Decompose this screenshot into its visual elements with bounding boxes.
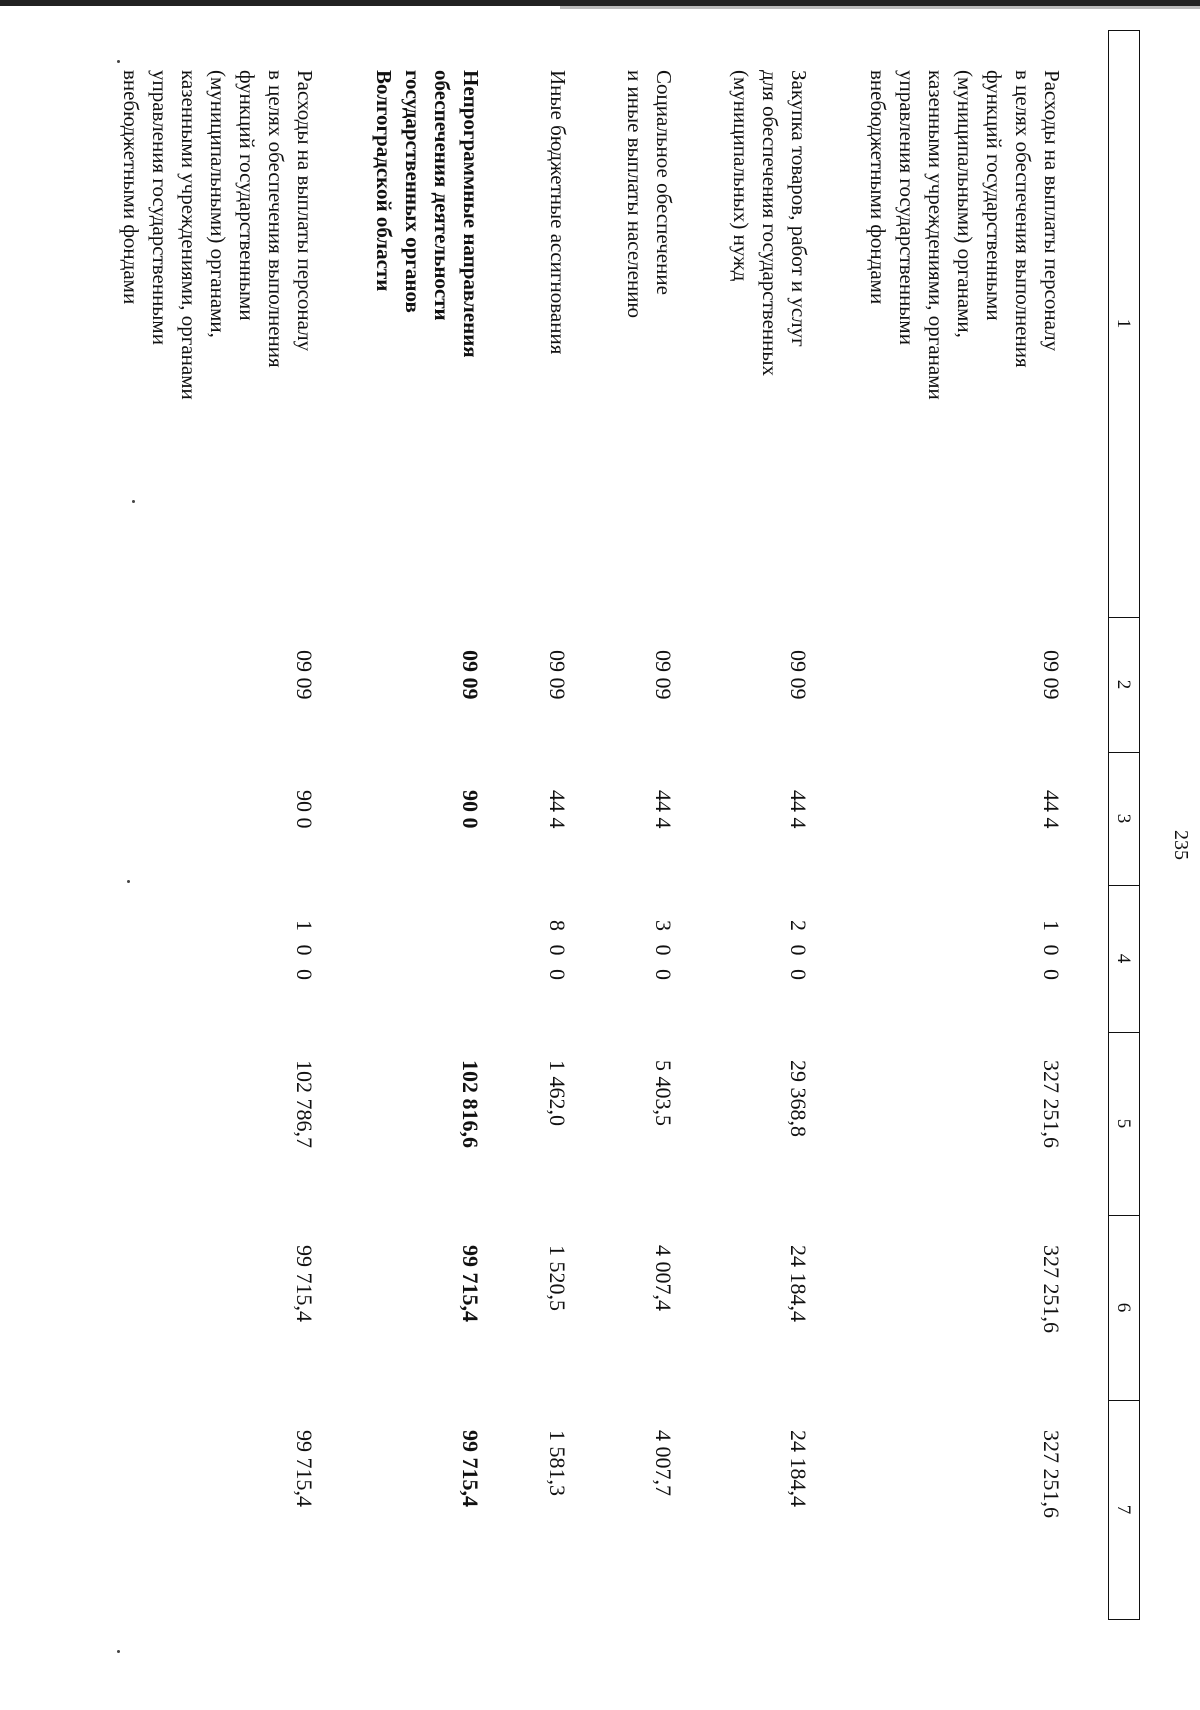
cell-c4: 8 0 0: [545, 920, 570, 984]
cell-c6: 327 251,6: [1039, 1245, 1064, 1333]
cell-c6: 99 715,4: [292, 1245, 317, 1322]
row-label-line: Расходы на выплаты персоналу: [293, 70, 317, 352]
cell-c3: 44 4: [545, 790, 570, 829]
page-number: 235: [1170, 830, 1192, 860]
row-label-line: в целях обеспечения выполнения: [1011, 70, 1035, 368]
row-label-line: и иные выплаты населению: [623, 70, 647, 319]
scan-speck: [117, 60, 120, 63]
cell-c2: 09 09: [292, 650, 317, 700]
header-cell-6: 6: [1113, 1302, 1134, 1313]
cell-c6: 24 184,4: [786, 1245, 811, 1322]
cell-c4: 2 0 0: [786, 920, 811, 984]
cell-c6: 4 007,4: [651, 1245, 676, 1311]
row-label-line: управления государственными: [148, 70, 172, 345]
cell-c2: 09 09: [786, 650, 811, 700]
row-label-line: Непрограммные направления: [459, 70, 483, 358]
row-label-line: внебюджетными фондами: [866, 70, 890, 305]
cell-c7: 24 184,4: [786, 1430, 811, 1507]
cell-c7: 99 715,4: [458, 1430, 483, 1507]
cell-c7: 4 007,7: [651, 1430, 676, 1496]
header-cell-3: 3: [1113, 813, 1134, 824]
row-label-line: внебюджетными фондами: [119, 70, 143, 305]
cell-c5: 102 816,6: [458, 1060, 483, 1148]
header-cell-5: 5: [1113, 1118, 1134, 1129]
row-label-line: для обеспечения государственных: [758, 70, 782, 376]
row-label-line: управления государственными: [895, 70, 919, 345]
scan-speck: [127, 880, 130, 883]
cell-c7: 327 251,6: [1039, 1430, 1064, 1518]
cell-c2: 09 09: [1039, 650, 1064, 700]
scan-speck: [117, 1650, 120, 1653]
row-label-line: (муниципальными) органами,: [206, 70, 230, 338]
row-label-line: Социальное обеспечение: [652, 70, 676, 295]
row-label-line: функций государственными: [235, 70, 259, 321]
cell-c2: 09 09: [545, 650, 570, 700]
row-label-line: казенными учреждениями, органами: [924, 70, 948, 400]
header-cell-1: 1: [1113, 318, 1134, 329]
row-label-line: Закупка товаров, работ и услуг: [787, 70, 811, 347]
row-label-line: Расходы на выплаты персоналу: [1040, 70, 1064, 352]
row-label-line: Волгоградской области: [372, 70, 396, 292]
cell-c7: 99 715,4: [292, 1430, 317, 1507]
cell-c3: 90 0: [458, 790, 483, 829]
cell-c5: 1 462,0: [545, 1060, 570, 1126]
header-cell-4: 4: [1113, 953, 1134, 964]
cell-c7: 1 581,3: [545, 1430, 570, 1496]
cell-c3: 44 4: [651, 790, 676, 829]
header-cell-2: 2: [1113, 679, 1134, 690]
cell-c4: 1 0 0: [292, 920, 317, 984]
cell-c4: 3 0 0: [651, 920, 676, 984]
cell-c6: 99 715,4: [458, 1245, 483, 1322]
row-label-line: казенными учреждениями, органами: [177, 70, 201, 400]
cell-c4: 1 0 0: [1039, 920, 1064, 984]
scan-speck: [132, 500, 135, 503]
cell-c2: 09 09: [458, 650, 483, 700]
row-label-line: (муниципальными) органами,: [953, 70, 977, 338]
header-cell-7: 7: [1113, 1504, 1134, 1515]
cell-c5: 5 403,5: [651, 1060, 676, 1126]
cell-c3: 44 4: [786, 790, 811, 829]
row-label-line: государственных органов: [401, 70, 425, 313]
cell-c5: 327 251,6: [1039, 1060, 1064, 1148]
row-label-line: Иные бюджетные ассигнования: [546, 70, 570, 355]
row-label-line: в целях обеспечения выполнения: [264, 70, 288, 368]
cell-c2: 09 09: [651, 650, 676, 700]
cell-c6: 1 520,5: [545, 1245, 570, 1311]
row-label-line: (муниципальных) нужд: [729, 70, 753, 282]
cell-c5: 29 368,8: [786, 1060, 811, 1137]
row-label-line: функций государственными: [982, 70, 1006, 321]
cell-c5: 102 786,7: [292, 1060, 317, 1148]
cell-c3: 90 0: [292, 790, 317, 829]
row-label-line: обеспечения деятельности: [430, 70, 454, 321]
cell-c3: 44 4: [1039, 790, 1064, 829]
column-divider: [1108, 1619, 1140, 1620]
